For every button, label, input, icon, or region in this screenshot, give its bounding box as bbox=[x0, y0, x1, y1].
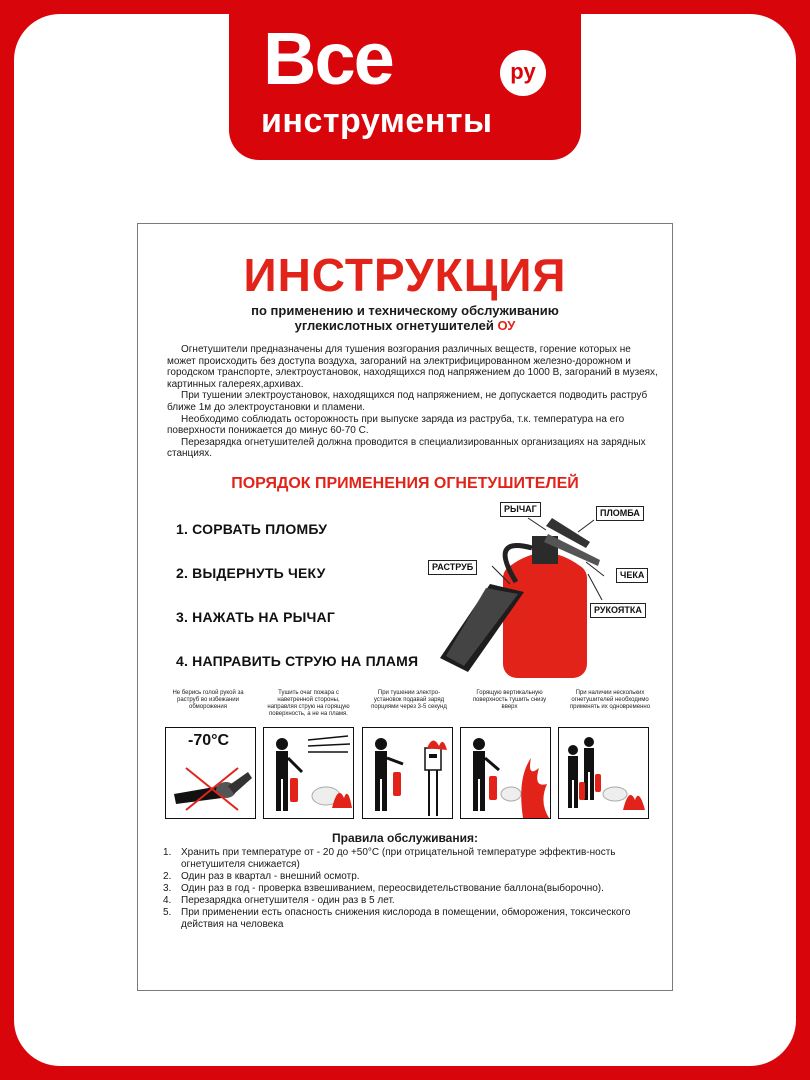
rules-title: Правила обслуживания: bbox=[332, 831, 478, 845]
brand-logo-main: Все bbox=[263, 17, 393, 100]
instruction-poster bbox=[137, 223, 673, 991]
rules-list bbox=[163, 847, 663, 931]
rule-text: При применении есть опасность снижения кислорода в помещении, обморожения, токсического действия на человека bbox=[181, 907, 631, 930]
callout-nozzle: РАСТРУБ bbox=[428, 560, 477, 575]
intro-paragraph: При тушении электроустановок, находящихся под напряжением, не допускается подводить раструб ближе 1м до электроустановки и пламени. bbox=[167, 390, 648, 413]
step-item: 2. ВЫДЕРНУТЬ ЧЕКУ bbox=[176, 565, 326, 581]
cold-nozzle-icon bbox=[166, 728, 256, 819]
leader-line bbox=[578, 520, 594, 532]
step-item: 4. НАПРАВИТЬ СТРУЮ НА ПЛАМЯ bbox=[176, 653, 419, 669]
simultaneous-extinguishing-icon bbox=[559, 728, 649, 819]
rule-text: Один раз в квартал - внешний осмотр. bbox=[181, 871, 360, 882]
tip-panel-vertical bbox=[460, 727, 551, 819]
rule-number: 2. bbox=[163, 871, 172, 882]
rule-item bbox=[163, 895, 663, 907]
step-item: 3. НАЖАТЬ НА РЫЧАГ bbox=[176, 609, 335, 625]
tips-panels bbox=[165, 727, 649, 821]
intro-text bbox=[167, 344, 659, 460]
rule-item bbox=[163, 847, 663, 871]
rule-item bbox=[163, 907, 663, 931]
callout-lever: РЫЧАГ bbox=[500, 502, 541, 517]
callout-pin: ЧЕКА bbox=[616, 568, 648, 583]
rule-text: Перезарядка огнетушителя - один раз в 5 лет. bbox=[181, 895, 395, 906]
tip-panel-simultaneous bbox=[558, 727, 649, 819]
poster-subtitle-line2: углекислотных огнетушителей bbox=[294, 318, 494, 333]
poster-subtitle-line1: по применению и техническому обслуживанию bbox=[251, 303, 559, 318]
tip-panel-electrical bbox=[362, 727, 453, 819]
poster-title: ИНСТРУКЦИЯ bbox=[243, 249, 567, 301]
poster-subtitle-mark: ОУ bbox=[497, 318, 516, 333]
vertical-surface-icon bbox=[461, 728, 551, 819]
order-title: ПОРЯДОК ПРИМЕНЕНИЯ ОГНЕТУШИТЕЛЕЙ bbox=[231, 475, 579, 492]
poster-subtitle bbox=[138, 303, 672, 333]
step-item: 1. СОРВАТЬ ПЛОМБУ bbox=[176, 521, 328, 537]
callout-handle: РУКОЯТКА bbox=[590, 603, 646, 618]
intro-paragraph: Необходимо соблюдать осторожность при выпуске заряда из раструба, т.к. температура на его поверхности понижается до минус 60-70 С. bbox=[167, 413, 625, 437]
tip-caption: Тушить очаг пожара с наветренной стороны, направляя струю на горящую поверхность, а не на пламя. bbox=[267, 690, 350, 717]
leader-line bbox=[528, 518, 546, 530]
rule-number: 3. bbox=[163, 883, 172, 894]
brand-logo-sub: инструменты bbox=[261, 102, 493, 140]
extinguisher-illustration bbox=[428, 496, 668, 686]
intro-paragraph: Перезарядка огнетушителей должна проводится в специализированных организациях на зарядных станциях. bbox=[167, 436, 646, 460]
rule-number: 1. bbox=[163, 847, 172, 858]
rule-number: 5. bbox=[163, 907, 172, 918]
brand-logo[interactable] bbox=[229, 0, 581, 160]
rule-item bbox=[163, 871, 663, 883]
rule-text: Один раз в год - проверка взвешиванием, переосвидетельствование баллона(выборочно). bbox=[181, 883, 604, 894]
tip-caption: При наличии нескольких огнетушителей необходимо применять их одновременно bbox=[569, 690, 651, 710]
brand-logo-badge: ру bbox=[500, 50, 546, 96]
leader-line bbox=[588, 574, 602, 600]
tip-caption: Не берись голой рукой за раструб во избежании обморожения bbox=[172, 690, 244, 710]
rule-text: Хранить при температуре от - 20 до +50°С (при отрицательной температуре эффектив-ность огнетушителя снижается) bbox=[181, 847, 616, 870]
tip-panel-windward bbox=[263, 727, 354, 819]
rule-number: 4. bbox=[163, 895, 172, 906]
tip-panel-cold-nozzle bbox=[165, 727, 256, 819]
electrical-extinguishing-icon bbox=[363, 728, 453, 819]
tip-caption: Горящую вертикальную поверхность тушить снизу вверх bbox=[472, 690, 547, 710]
cold-temperature-label: -70°С bbox=[188, 732, 230, 749]
intro-paragraph: Огнетушители предназначены для тушения возгорания различных веществ, горение которых не может происходить без доступа воздуха, загораний на электрифицированном железно-дорожном и городском транспорте, электроустановок, находящихся под напряжением до 1000 В, загораний в музеях, картинных галереях,архивах. bbox=[167, 344, 658, 390]
callout-seal: ПЛОМБА bbox=[596, 506, 644, 521]
steps-list bbox=[176, 521, 418, 697]
rule-item bbox=[163, 883, 663, 895]
poster-subtitle-line2-wrap bbox=[138, 318, 672, 333]
tip-caption: При тушении электро-установок подавай заряд порциями через 3-5 секунд bbox=[371, 690, 447, 710]
person-extinguishing-icon bbox=[264, 728, 354, 819]
tips-captions bbox=[164, 690, 654, 718]
